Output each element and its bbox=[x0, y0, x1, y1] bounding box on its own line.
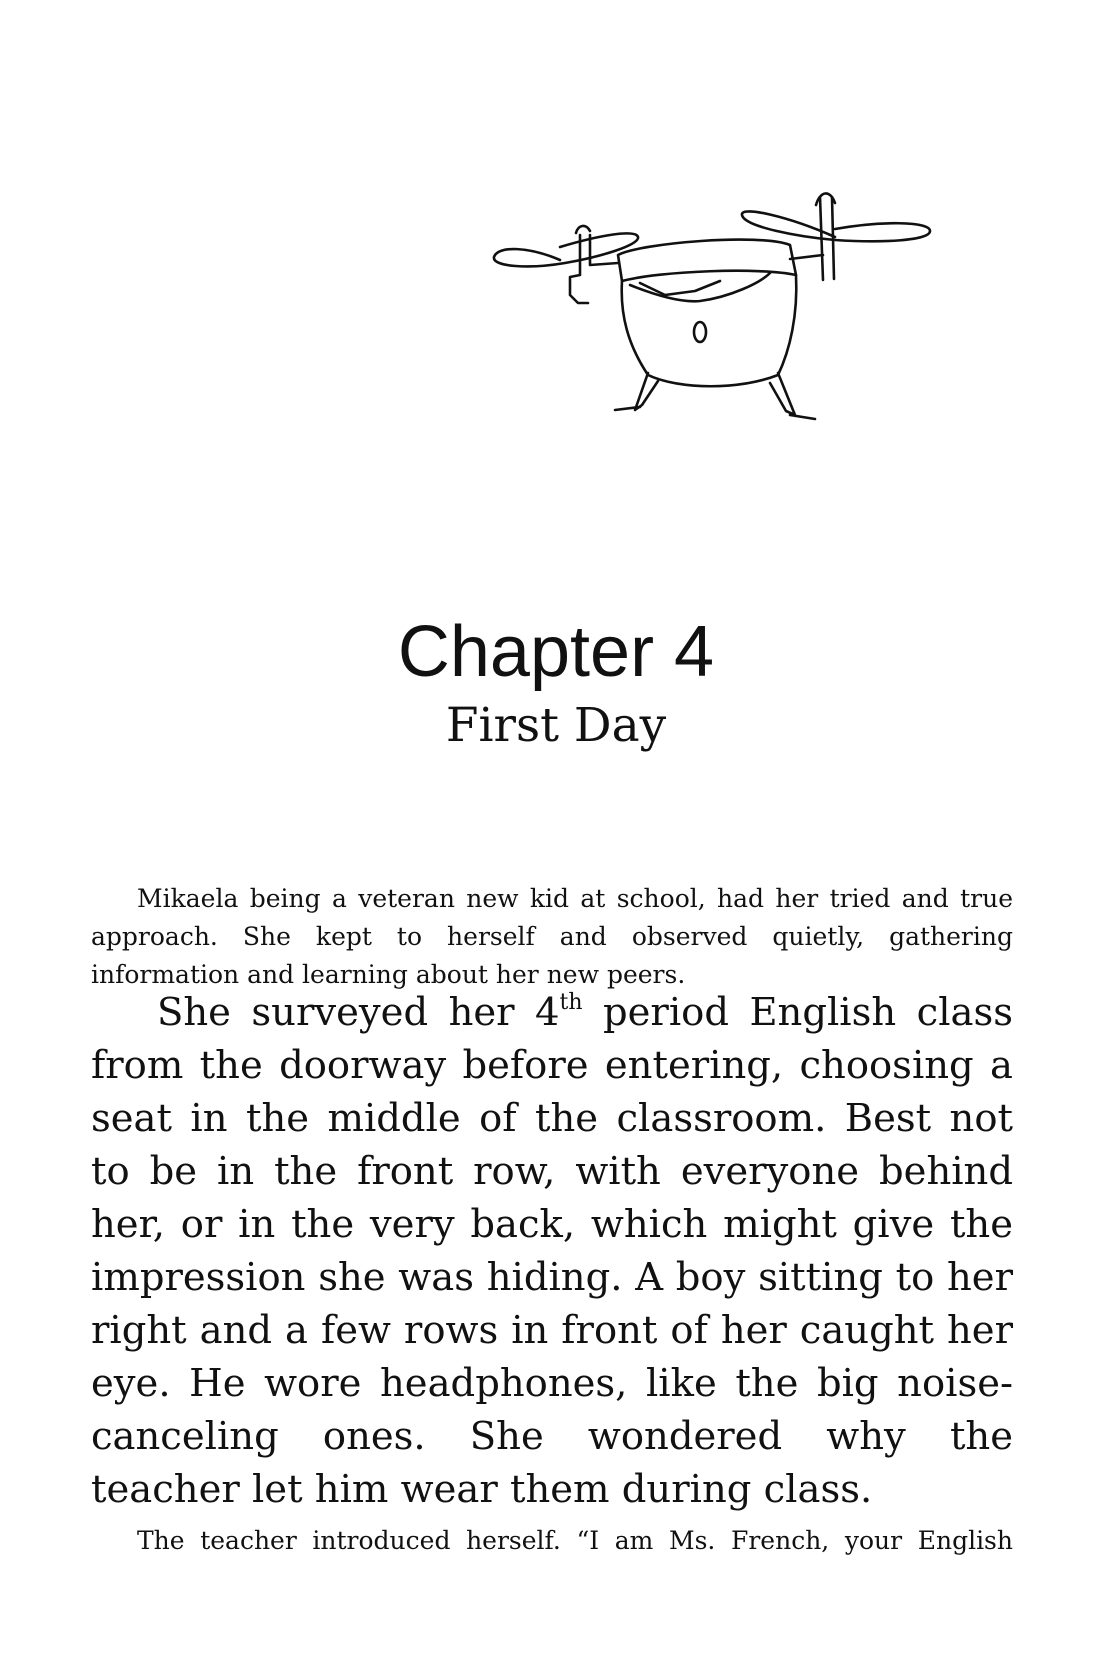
paragraph-2 bbox=[91, 986, 1013, 1516]
paragraph-1-container bbox=[91, 880, 1013, 994]
paragraph-1: Mikaela being a veteran new kid at school, had her tried and true approach. She kept to herself and observed quietly, gathering information and learning about her new peers. bbox=[91, 884, 1013, 989]
paragraph-3: The teacher introduced herself. “I am Ms. French, your English bbox=[137, 1526, 1013, 1555]
paragraph-3-container bbox=[91, 1522, 1013, 1560]
drone-icon bbox=[490, 185, 980, 445]
paragraph-2-container bbox=[91, 986, 1013, 1516]
chapter-number: Chapter 4 bbox=[397, 612, 715, 692]
ordinal-suffix: th bbox=[559, 990, 583, 1015]
paragraph-2-start: She surveyed her 4 bbox=[157, 990, 560, 1035]
chapter-title: First Day bbox=[445, 698, 667, 753]
paragraph-2-rest: period English class from the doorway before entering, choosing a seat in the middle of the classroom. Best not to be in the front row, with everyone behind her, or in the very back, which might give the impression she was hiding. A boy sitting to her right and a few rows in front of her caught her eye. He wore headphones, like the big noise-canceling ones. She wondered why the teacher let him wear them during class. bbox=[91, 990, 1013, 1512]
